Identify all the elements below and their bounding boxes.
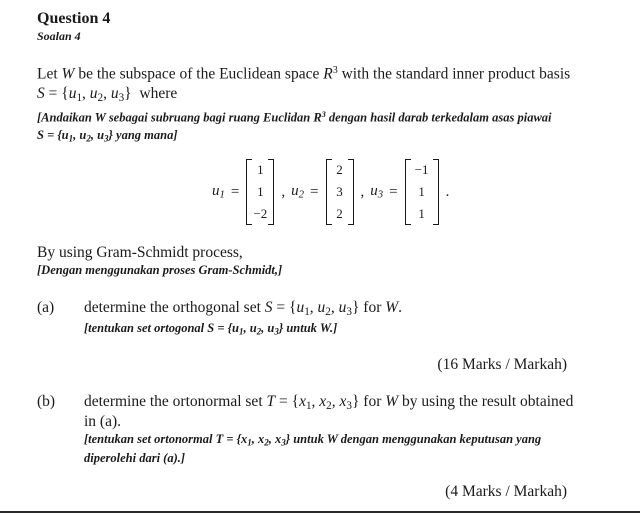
part-a-marks: (16 Marks / Markah) [437, 356, 567, 373]
part-b-text-malay-2: diperolehi dari (a).] [84, 451, 186, 465]
u1-vector: 1 1 −2 [249, 159, 271, 225]
part-b-text-line-2: in (a). [84, 413, 122, 430]
u2-label: $u_2$ [291, 183, 305, 201]
part-b-marks: (4 Marks / Markah) [445, 483, 567, 500]
part-a-text: determine the orthogonal set $S = \{u_1$, $u_2$, $u_3$} for W. [84, 299, 403, 318]
process-instruction: By using Gram-Schmidt process, [37, 244, 243, 261]
intro-malay-line-2: $S = \{u_1$, $u_2$, $u_3$} yang mana] [37, 128, 178, 144]
bottom-rule [0, 511, 640, 513]
u3-label: $u_3$ [370, 183, 384, 201]
intro-line-1: Let W be the subspace of the Euclidean space $R^3$ with the standard inner product basis [37, 65, 571, 83]
process-instruction-malay: [Dengan menggunakan proses Gram-Schmidt,] [37, 263, 283, 277]
question-title-malay: Soalan 4 [37, 29, 81, 43]
part-b-text-malay-1: [tentukan set ortonormal $T = \{x_1$, $x_2$, $x_3$} untuk W dengan menggunakan keputusan yang [84, 432, 542, 448]
intro-malay-line-1: [Andaikan W sebagai subruang bagi ruang Euclidan $R^3$ dengan hasil darab terkedalam asas piawai [37, 110, 552, 125]
u2-vector: 2 3 2 [329, 159, 351, 225]
u1-label: $u_1$ [212, 183, 225, 201]
question-title: Question 4 [37, 10, 111, 27]
basis-vectors: $u_1$ = 1 1 −2 , $u_2$ = 2 3 2 , $u_3$ = −1 1 1 . [212, 158, 449, 226]
part-b-text-line-1: determine the ortonormal set $T = \{x_1$, $x_2$, $x_3$} for W by using the result obtained [84, 393, 574, 412]
part-a-label: (a) [37, 299, 55, 316]
part-b-label: (b) [37, 393, 56, 410]
part-a-text-malay: [tentukan set ortogonal $S = \{u_1$, $u_2$, $u_3$} untuk W.] [84, 321, 338, 337]
intro-line-2: $S = \{u_1$, $u_2$, $u_3$} where [37, 85, 178, 104]
u3-vector: −1 1 1 [408, 159, 436, 225]
